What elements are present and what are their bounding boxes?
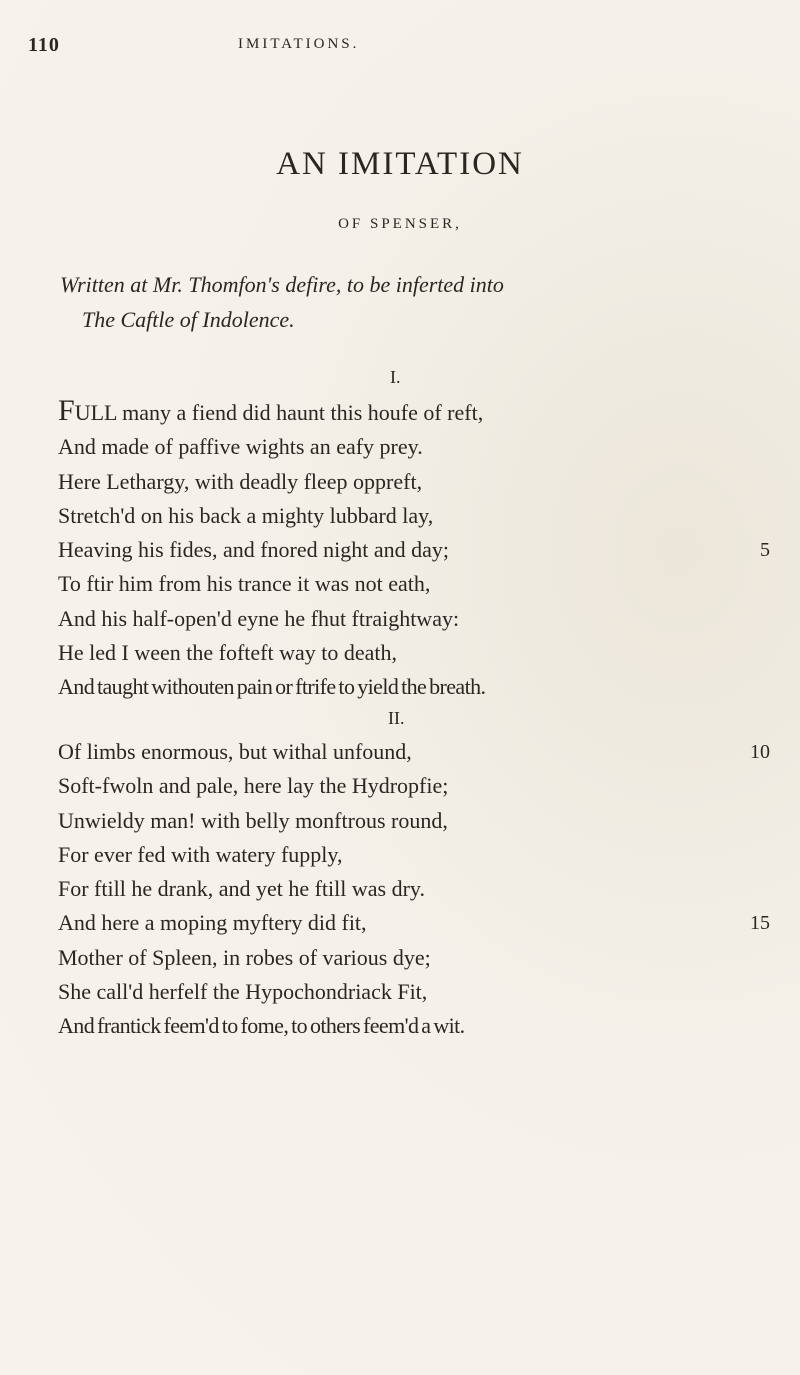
line-text: Here Lethargy, with deadly fleep oppreft, <box>58 468 423 494</box>
poem-line <box>58 838 790 872</box>
line-text: Mother of Spleen, in robes of various dye; <box>58 944 431 970</box>
poem-line <box>58 906 790 940</box>
poem-line <box>58 602 790 636</box>
note-line-2: The Caftle of Indolence. <box>82 307 295 332</box>
line-text: Of limbs enormous, but withal unfound, <box>58 739 412 764</box>
running-head <box>28 34 740 64</box>
poem-line <box>58 430 790 464</box>
line-text: And made of paffive wights an eafy prey. <box>58 434 423 460</box>
line-text: To ftir him from his trance it was not eath, <box>58 571 431 597</box>
poem-line <box>58 769 790 803</box>
poem-line <box>58 533 790 567</box>
poem-line <box>58 670 790 704</box>
line-number: 5 <box>760 539 770 562</box>
page-number: 110 <box>28 34 60 56</box>
initial-letter: F <box>58 394 75 427</box>
poem-subtitle: OF SPENSER, <box>338 216 462 232</box>
poem-title: AN IMITATION <box>276 146 524 182</box>
stanza-number-2: II. <box>388 708 405 728</box>
poem-line <box>58 465 790 499</box>
stanza-1 <box>58 396 790 705</box>
stanza-2 <box>58 735 790 1044</box>
poem-line <box>58 872 790 906</box>
line-text: Stretch'd on his back a mighty lubbard lay, <box>58 502 434 528</box>
poem-line <box>58 735 790 769</box>
line-text: And frantick feem'd to fome, to others feem'd a wit. <box>58 1013 465 1039</box>
line-text: For ever fed with watery fupply, <box>58 841 343 867</box>
line-number: 10 <box>750 741 770 763</box>
poem-line <box>58 499 790 533</box>
poem-line <box>58 636 790 670</box>
line-text: And here a moping myftery did fit, <box>58 910 367 936</box>
line-text: Soft-fwoln and pale, here lay the Hydropfie; <box>58 773 449 799</box>
poem-line <box>58 975 790 1009</box>
note-line-1: Written at Mr. Thomfon's defire, to be inferted into <box>60 272 504 297</box>
line-text: For ftill he drank, and yet he ftill was dry. <box>58 876 425 902</box>
stanza-number-1: I. <box>390 367 401 387</box>
line-text: And taught withouten pain or ftrife to yield the breath. <box>58 674 486 700</box>
line-text: Unwieldy man! with belly monftrous round, <box>58 807 448 833</box>
poem-line <box>58 804 790 838</box>
line-text: Heaving his fides, and fnored night and day; <box>58 537 450 563</box>
running-title: IMITATIONS. <box>238 36 360 52</box>
poem-line <box>58 1009 790 1043</box>
poem-line <box>58 396 790 430</box>
line-number: 15 <box>750 912 770 935</box>
line-text: ULL many a fiend did haunt this houfe of reft, <box>74 400 484 425</box>
line-text: She call'd herfelf the Hypochondriack Fit, <box>58 979 428 1005</box>
poem-line <box>58 567 790 601</box>
line-text: And his half-open'd eyne he fhut ftraightway: <box>58 605 460 631</box>
line-text: He led I ween the fofteft way to death, <box>58 640 398 666</box>
poem-line <box>58 941 790 975</box>
